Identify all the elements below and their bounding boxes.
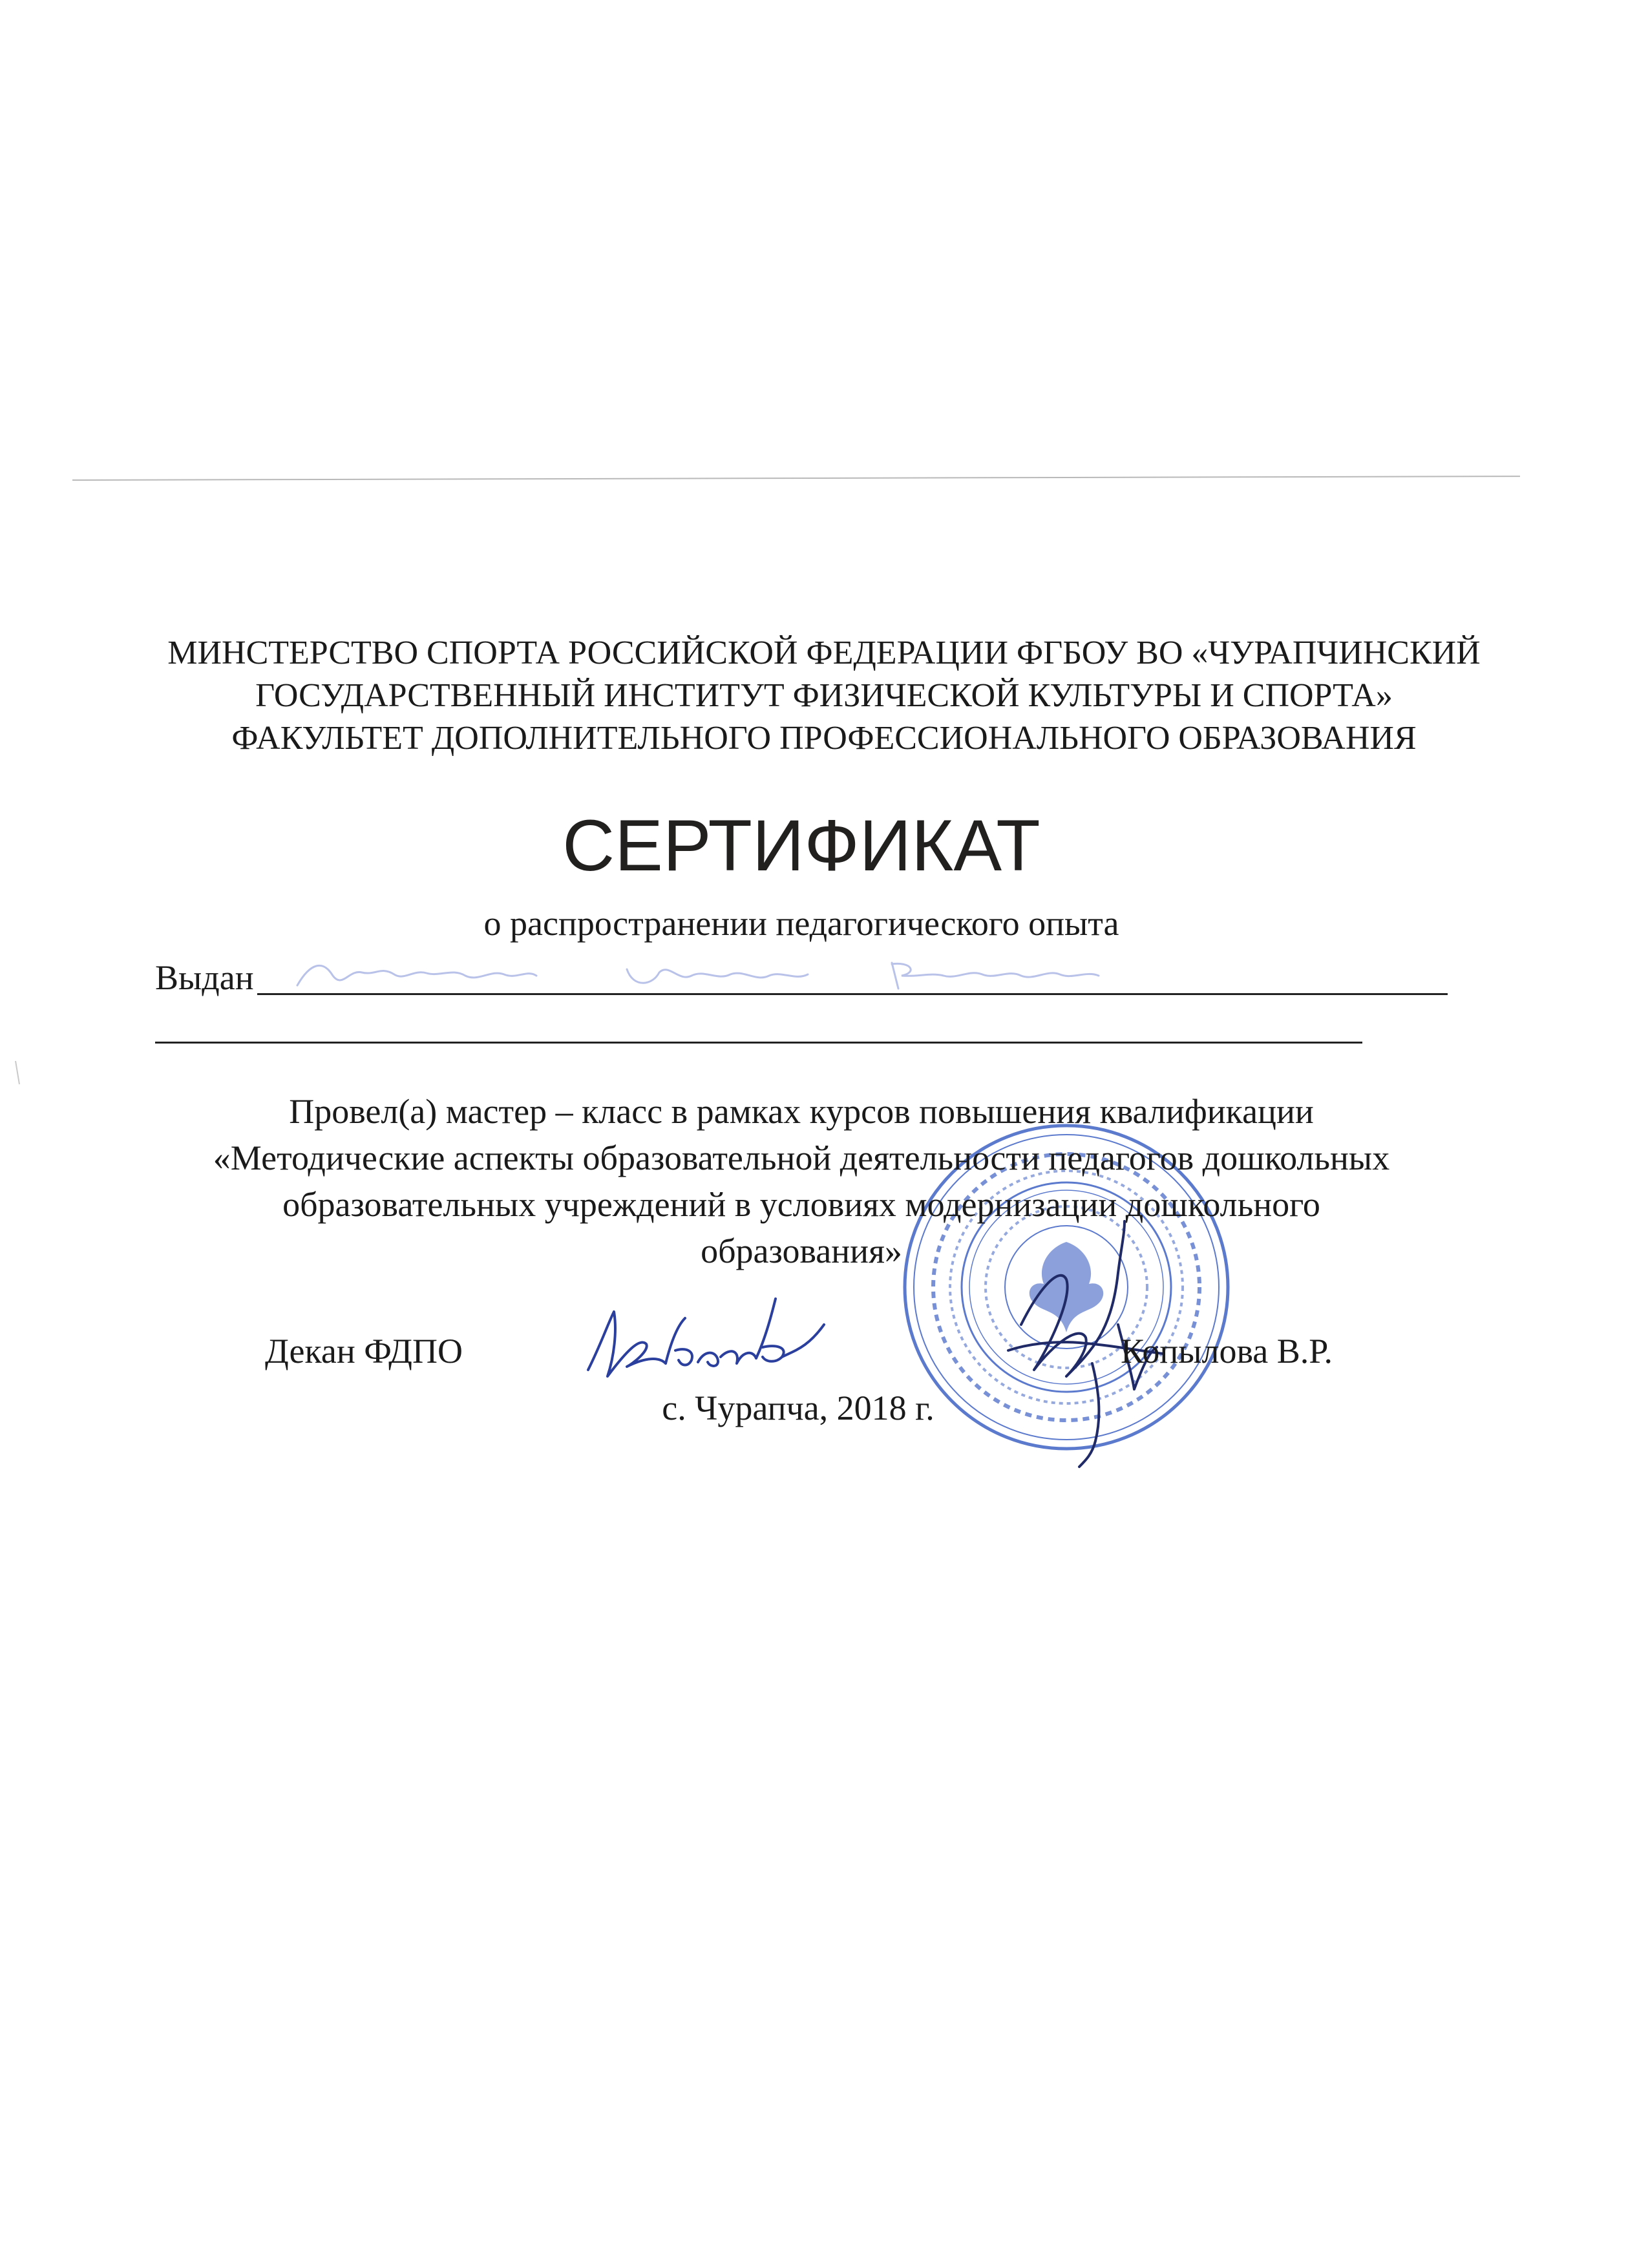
institution-header — [97, 632, 1551, 760]
top-rule — [72, 476, 1520, 481]
header-line-3: ФАКУЛЬТЕТ ДОПОЛНИТЕЛЬНОГО ПРОФЕССИОНАЛЬНОГО ОБРАЗОВАНИЯ — [231, 720, 1417, 757]
header-line-1: МИНСТЕРСТВО СПОРТА РОССИЙСКОЙ ФЕДЕРАЦИИ ФГБОУ ВО «ЧУРАПЧИНСКИЙ — [167, 635, 1481, 671]
dean-name: Копылова В.Р. — [1121, 1332, 1333, 1370]
certificate-body — [129, 1088, 1474, 1274]
scan-edge-mark — [13, 1060, 22, 1086]
issued-label: Выдан — [155, 958, 254, 997]
certificate-subtitle: о распространении педагогического опыта — [483, 904, 1119, 943]
certificate-title: СЕРТИФИКАТ — [562, 805, 1041, 886]
body-line-2: «Методические аспекты образовательной деятельности педагогов дошкольных — [213, 1139, 1390, 1177]
handwritten-recipient-name — [271, 950, 1176, 995]
place-and-date: с. Чурапча, 2018 г. — [662, 1389, 935, 1427]
body-line-4: образования» — [701, 1232, 902, 1270]
dean-label: Декан ФДПО — [265, 1332, 463, 1370]
body-line-3: образовательных учреждений в условиях модернизации дошкольного — [282, 1185, 1320, 1224]
dean-signature — [569, 1286, 827, 1396]
issued-name-line — [257, 993, 1448, 995]
header-line-2: ГОСУДАРСТВЕННЫЙ ИНСТИТУТ ФИЗИЧЕСКОЙ КУЛЬТУРЫ И СПОРТА» — [255, 677, 1393, 714]
blank-line — [155, 1042, 1362, 1044]
body-line-1: Провел(а) мастер – класс в рамках курсов повышения квалификации — [289, 1092, 1314, 1131]
